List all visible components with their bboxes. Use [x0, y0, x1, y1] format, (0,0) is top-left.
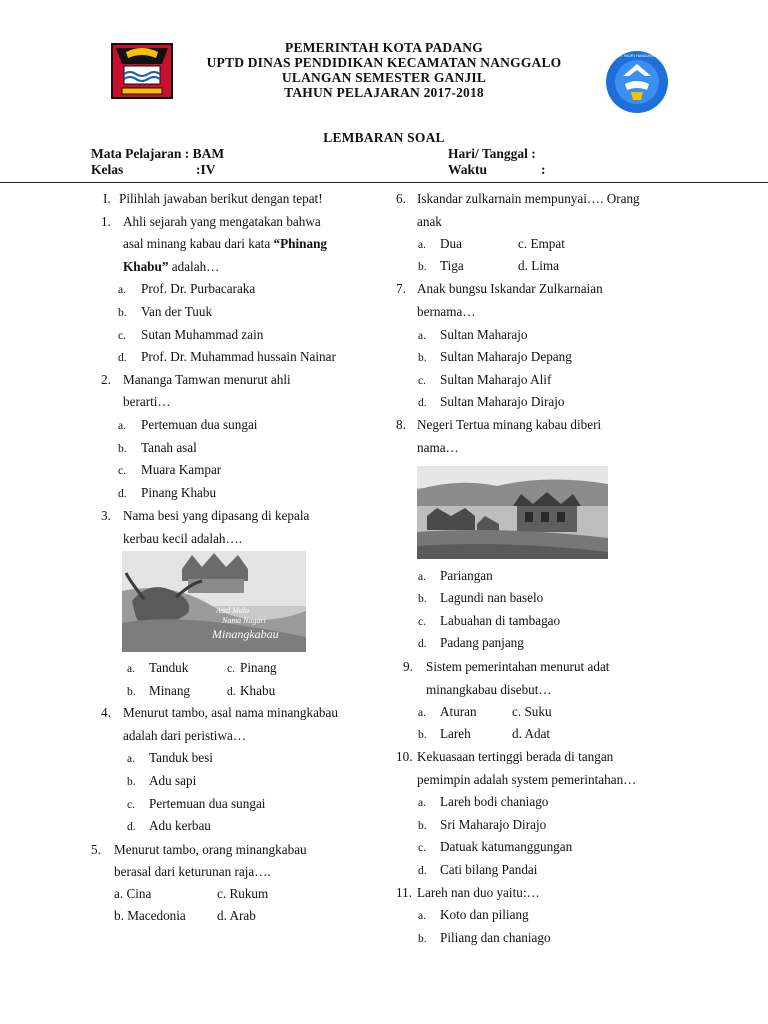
q11-number: 11.	[396, 885, 412, 900]
q1-option-c-letter: c.	[118, 330, 126, 342]
q1-option-d-letter: d.	[118, 352, 127, 364]
q8-option-c-letter: c.	[418, 616, 426, 628]
q2-option-c: Muara Kampar	[141, 462, 222, 477]
q3-option-d: Khabu	[240, 683, 276, 698]
q10-line-2: pemimpin adalah system pemerintahan…	[417, 772, 637, 787]
q3-image-caption-3: Minangkabau	[212, 627, 279, 641]
q1-line-2	[123, 236, 327, 252]
q3-image-caption-1: Asal Mula	[216, 606, 250, 615]
q4-option-b-letter: b.	[127, 776, 136, 788]
class-label: Kelas	[91, 162, 124, 177]
q8-option-b-letter: b.	[418, 593, 427, 605]
q3-option-d-letter: d.	[227, 686, 236, 698]
class-value: :IV	[196, 162, 216, 177]
q9-option-b: Lareh	[440, 726, 471, 741]
q7-option-b-letter: b.	[418, 352, 427, 364]
q6-option-a-letter: a.	[418, 239, 426, 251]
q1-line-3	[123, 259, 219, 275]
q5-option-d: d. Arab	[217, 908, 256, 923]
q3-option-a: Tanduk	[149, 660, 189, 675]
q8-option-a: Pariangan	[440, 568, 493, 583]
q9-option-a-letter: a.	[418, 707, 426, 719]
q7-line-1: Anak bungsu Iskandar Zulkarnaian	[417, 281, 603, 296]
q2-number: 2.	[101, 372, 111, 387]
q9-option-b-letter: b.	[418, 729, 427, 741]
q5-option-c: c. Rukum	[217, 886, 269, 901]
time-colon: :	[541, 162, 546, 177]
q7-option-a: Sultan Maharajo	[440, 327, 528, 342]
q6-line-2: anak	[417, 214, 442, 229]
q3-option-a-letter: a.	[127, 663, 135, 675]
q4-option-c-letter: c.	[127, 799, 135, 811]
q6-number: 6.	[396, 191, 406, 206]
q8-option-a-letter: a.	[418, 571, 426, 583]
day-date-label: Hari/ Tanggal :	[448, 146, 536, 161]
q8-option-c: Labuahan di tambagao	[440, 613, 561, 628]
q1-line-1: Ahli sejarah yang mengatakan bahwa	[123, 214, 321, 229]
q6-option-b-letter: b.	[418, 261, 427, 273]
q2-option-b-letter: b.	[118, 443, 127, 455]
q3-illustration	[122, 551, 306, 652]
q2-line-2: berarti…	[123, 394, 171, 409]
q3-line-2: kerbau kecil adalah….	[123, 531, 242, 546]
q1-option-c: Sutan Muhammad zain	[141, 327, 264, 342]
q8-option-d: Padang panjang	[440, 635, 524, 650]
q2-option-c-letter: c.	[118, 465, 126, 477]
q2-option-d: Pinang Khabu	[141, 485, 217, 500]
q7-option-d: Sultan Maharajo Dirajo	[440, 394, 565, 409]
header-line-2: UPTD DINAS PENDIDIKAN KECAMATAN NANGGALO	[206, 55, 562, 70]
q4-option-d-letter: d.	[127, 821, 136, 833]
q11-option-b: Piliang dan chaniago	[440, 930, 551, 945]
q8-village-photo	[417, 466, 608, 559]
q4-option-a: Tanduk besi	[149, 750, 213, 765]
q6-line-1: Iskandar zulkarnain mempunyai…. Orang	[417, 191, 640, 206]
q5-line-1: Menurut tambo, orang minangkabau	[114, 842, 307, 857]
q11-line-1: Lareh nan duo yaitu:…	[417, 885, 540, 900]
q6-option-a: Dua	[440, 236, 462, 251]
header-line-3: ULANGAN SEMESTER GANJIL	[281, 70, 487, 85]
q2-option-b: Tanah asal	[141, 440, 197, 455]
emblem-caption: TUT WURI HANDAYANI	[615, 53, 659, 58]
q10-option-d: Cati bilang Pandai	[440, 862, 538, 877]
q1-option-b-letter: b.	[118, 307, 127, 319]
q9-line-2: minangkabau disebut…	[426, 682, 552, 697]
q1-option-a: Prof. Dr. Purbacaraka	[141, 281, 256, 296]
q9-option-d: d. Adat	[512, 726, 551, 741]
header-divider	[0, 182, 768, 183]
q2-option-a: Pertemuan dua sungai	[141, 417, 258, 432]
q4-number: 4.	[101, 705, 111, 720]
q5-option-a: a. Cina	[114, 886, 152, 901]
q6-option-c: c. Empat	[518, 236, 565, 251]
q8-option-d-letter: d.	[418, 638, 427, 650]
sheet-title: LEMBARAN SOAL	[323, 130, 445, 145]
q5-number: 5.	[91, 842, 101, 857]
q11-option-a-letter: a.	[418, 910, 426, 922]
subject-label: Mata Pelajaran : BAM	[91, 146, 225, 161]
q7-option-c-letter: c.	[418, 375, 426, 387]
q1-option-a-letter: a.	[118, 284, 126, 296]
q10-option-a-letter: a.	[418, 797, 426, 809]
q10-number: 10.	[396, 749, 413, 764]
q7-number: 7.	[396, 281, 406, 296]
q3-option-c: Pinang	[240, 660, 277, 675]
q10-option-d-letter: d.	[418, 865, 427, 877]
q1-line-3-text: adalah…	[168, 259, 220, 274]
q3-number: 3.	[101, 508, 111, 523]
q1-option-b: Van der Tuuk	[141, 304, 213, 319]
q5-option-b: b. Macedonia	[114, 908, 186, 923]
header-line-4: TAHUN PELAJARAN 2017-2018	[284, 85, 484, 100]
q7-option-a-letter: a.	[418, 330, 426, 342]
q10-option-a: Lareh bodi chaniago	[440, 794, 549, 809]
q4-option-d: Adu kerbau	[149, 818, 211, 833]
q3-option-c-letter: c.	[227, 663, 235, 675]
q1-keyword-2: Khabu”	[123, 259, 169, 274]
instruction-text: Pilihlah jawaban berikut dengan tepat!	[119, 191, 323, 206]
q7-option-d-letter: d.	[418, 397, 427, 409]
q7-option-b: Sultan Maharajo Depang	[440, 349, 572, 364]
q1-option-d: Prof. Dr. Muhammad hussain Nainar	[141, 349, 336, 364]
q2-line-1: Mananga Tamwan menurut ahli	[123, 372, 291, 387]
q8-option-b: Lagundi nan baselo	[440, 590, 544, 605]
q11-option-b-letter: b.	[418, 933, 427, 945]
q6-option-d: d. Lima	[518, 258, 560, 273]
q7-option-c: Sultan Maharajo Alif	[440, 372, 552, 387]
q3-image-caption-2: Nama Nagari	[222, 616, 266, 625]
q10-option-c-letter: c.	[418, 842, 426, 854]
q7-line-2: bernama…	[417, 304, 476, 319]
q10-option-c: Datuak katumanggungan	[440, 839, 573, 854]
q2-option-a-letter: a.	[118, 420, 126, 432]
q1-keyword-1: “Phinang	[273, 236, 328, 251]
q4-line-2: adalah dari peristiwa…	[123, 728, 247, 743]
q1-line-2-text: asal minang kabau dari kata	[123, 236, 274, 251]
q11-option-a: Koto dan piliang	[440, 907, 529, 922]
q4-option-b: Adu sapi	[149, 773, 197, 788]
q10-option-b-letter: b.	[418, 820, 427, 832]
q9-number: 9.	[403, 659, 413, 674]
q8-number: 8.	[396, 417, 406, 432]
q3-option-b: Minang	[149, 683, 191, 698]
q10-line-1: Kekuasaan tertinggi berada di tangan	[417, 749, 614, 764]
q8-line-2: nama…	[417, 440, 459, 455]
q4-line-1: Menurut tambo, asal nama minangkabau	[123, 705, 338, 720]
q8-line-1: Negeri Tertua minang kabau diberi	[417, 417, 602, 432]
q6-option-b: Tiga	[440, 258, 464, 273]
q1-number: 1.	[101, 214, 111, 229]
q9-option-c: c. Suku	[512, 704, 552, 719]
q5-line-2: berasal dari keturunan raja….	[114, 864, 271, 879]
q4-option-c: Pertemuan dua sungai	[149, 796, 266, 811]
q2-option-d-letter: d.	[118, 488, 127, 500]
q9-line-1: Sistem pemerintahan menurut adat	[426, 659, 610, 674]
q3-line-1: Nama besi yang dipasang di kepala	[123, 508, 310, 523]
q3-option-b-letter: b.	[127, 686, 136, 698]
q4-option-a-letter: a.	[127, 753, 135, 765]
time-label: Waktu	[448, 162, 488, 177]
header-line-1: PEMERINTAH KOTA PADANG	[285, 40, 483, 55]
q9-option-a: Aturan	[440, 704, 477, 719]
q10-option-b: Sri Maharajo Dirajo	[440, 817, 547, 832]
instruction-number: I.	[103, 191, 111, 206]
